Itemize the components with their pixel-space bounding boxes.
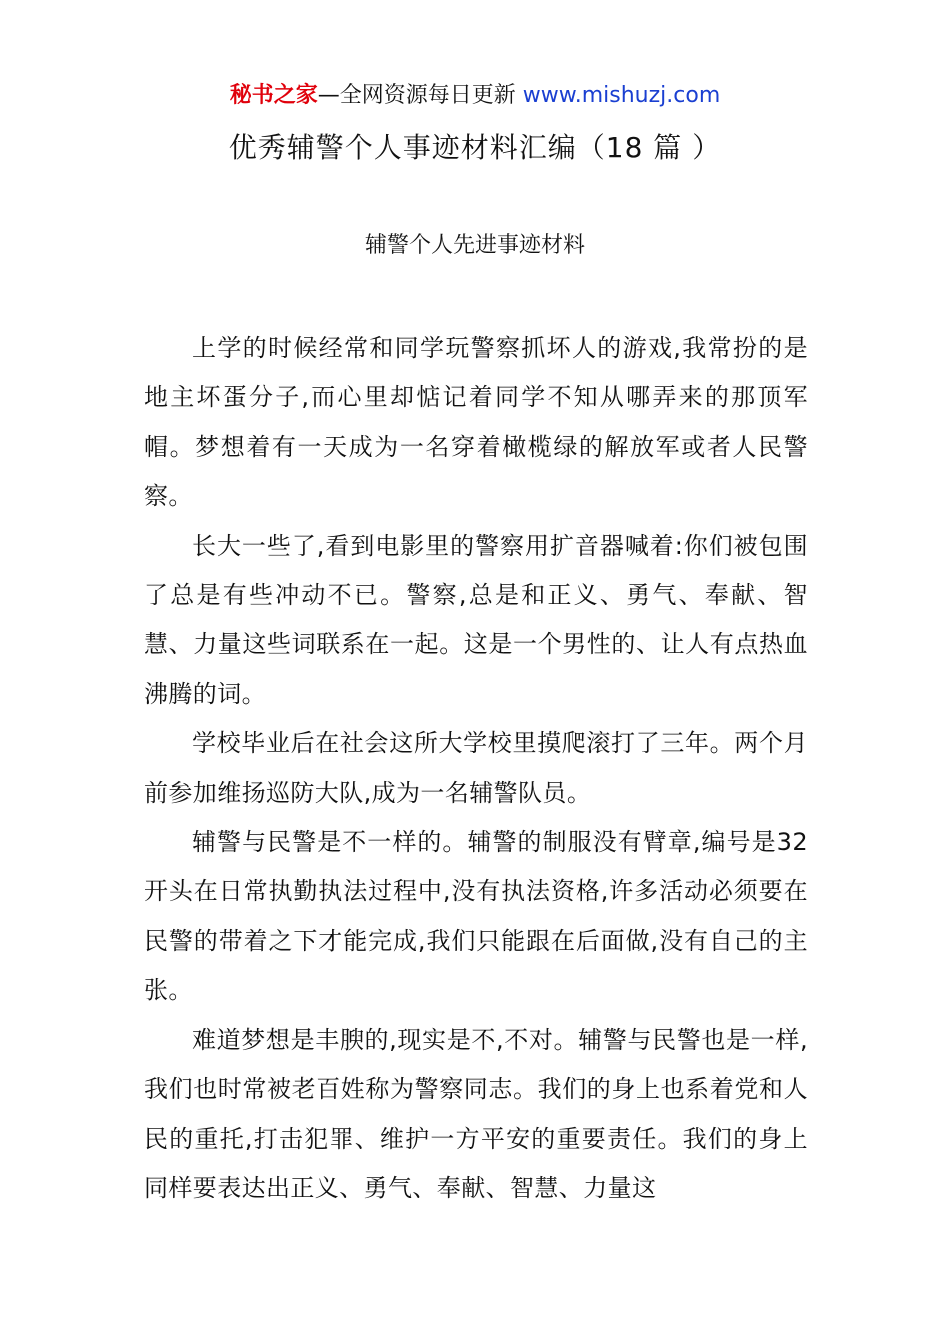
document-body (144, 324, 808, 1213)
document-subtitle: 辅警个人先进事迹材料 (364, 233, 585, 258)
paragraph: 长大一些了,看到电影里的警察用扩音器喊着:你们被包围了总是有些冲动不已。警察,总是和正义、勇气、奉献、智慧、力量这些词联系在一起。这是一个男性的、让人有点热血沸腾的词。 (144, 531, 808, 708)
paragraph: 上学的时候经常和同学玩警察抓坏人的游戏,我常扮的是地主坏蛋分子,而心里却惦记着同学不知从哪弄来的那顶军帽。梦想着有一天成为一名穿着橄榄绿的解放军或者人民警察。 (144, 334, 808, 511)
site-url-link[interactable]: www.mishuzj.com (522, 83, 721, 108)
paragraph: 学校毕业后在社会这所大学校里摸爬滚打了三年。两个月前参加维扬巡防大队,成为一名辅警队员。 (144, 729, 808, 807)
document-title: 优秀辅警个人事迹材料汇编（18 篇 ） (228, 131, 722, 164)
paragraph: 难道梦想是丰腴的,现实是不,不对。辅警与民警也是一样,我们也时常被老百姓称为警察同志。我们的身上也系着党和人民的重托,打击犯罪、维护一方平安的重要责任。我们的身上同样要表达出正义、勇气、奉献、智慧、力量这 (144, 1025, 808, 1202)
brand-name: 秘书之家 (229, 83, 318, 108)
site-header (0, 80, 950, 112)
site-tagline: —全网资源每日更新 (317, 83, 523, 108)
paragraph: 辅警与民警是不一样的。辅警的制服没有臂章,编号是32 开头在日常执勤执法过程中,没有执法资格,许多活动必须要在民警的带着之下才能完成,我们只能跟在后面做,没有自己的主张。 (144, 828, 808, 1005)
